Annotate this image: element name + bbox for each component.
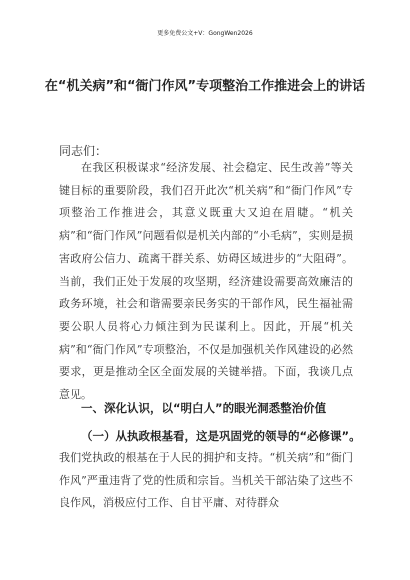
body-paragraph-1 — [59, 157, 353, 407]
subsection-1-heading: （一）从执政根基看，这是巩固党的领导的“必修课”。 — [81, 429, 361, 443]
body-paragraph-2: 我们党执政的根基在于人民的拥护和支持。“机关病”和“衙门作风”严重违背了党的性质和宗旨。当机关干部沾染了这些不良作风，消极应付工作、自甘平庸、对待群众 — [59, 451, 353, 510]
greeting: 同志们： — [59, 144, 108, 158]
page-header-note: 更多免费公文+V：GongWen2026 — [157, 30, 253, 37]
section-1-heading: 一、深化认识，以“明白人”的眼光洞悉整治价值 — [81, 401, 327, 415]
paragraph-1-text: 在我区积极谋求“经济发展、社会稳定、民生改善”等关键目标的重要阶段，我们召开此次“机关病”和“衙门作风”专项整治工作推进会，其意义既重大又迫在眉睫。“机关病”和“衙门作风”问题看似是机关内部的“小毛病”，实则是损害政府公信力、疏离干群关系、妨碍区域进步的“大阻碍”。当前，我们正处于发展的攻坚期，经济建设需要高效廉洁的政务环境，社会和谐需要亲民务实的干部作风，民生福祉需要公职人员将心力倾注到为民谋利上。因此，开展“机关病”和“衙门作风”专项整治，不仅是加强机关作风建设的必然要求，更是推动全区全面发展的关键举措。下面，我谈几点意见。 — [59, 161, 353, 402]
document-title: 在“机关病”和“衙门作风”专项整治工作推进会上的讲话 — [44, 79, 366, 94]
